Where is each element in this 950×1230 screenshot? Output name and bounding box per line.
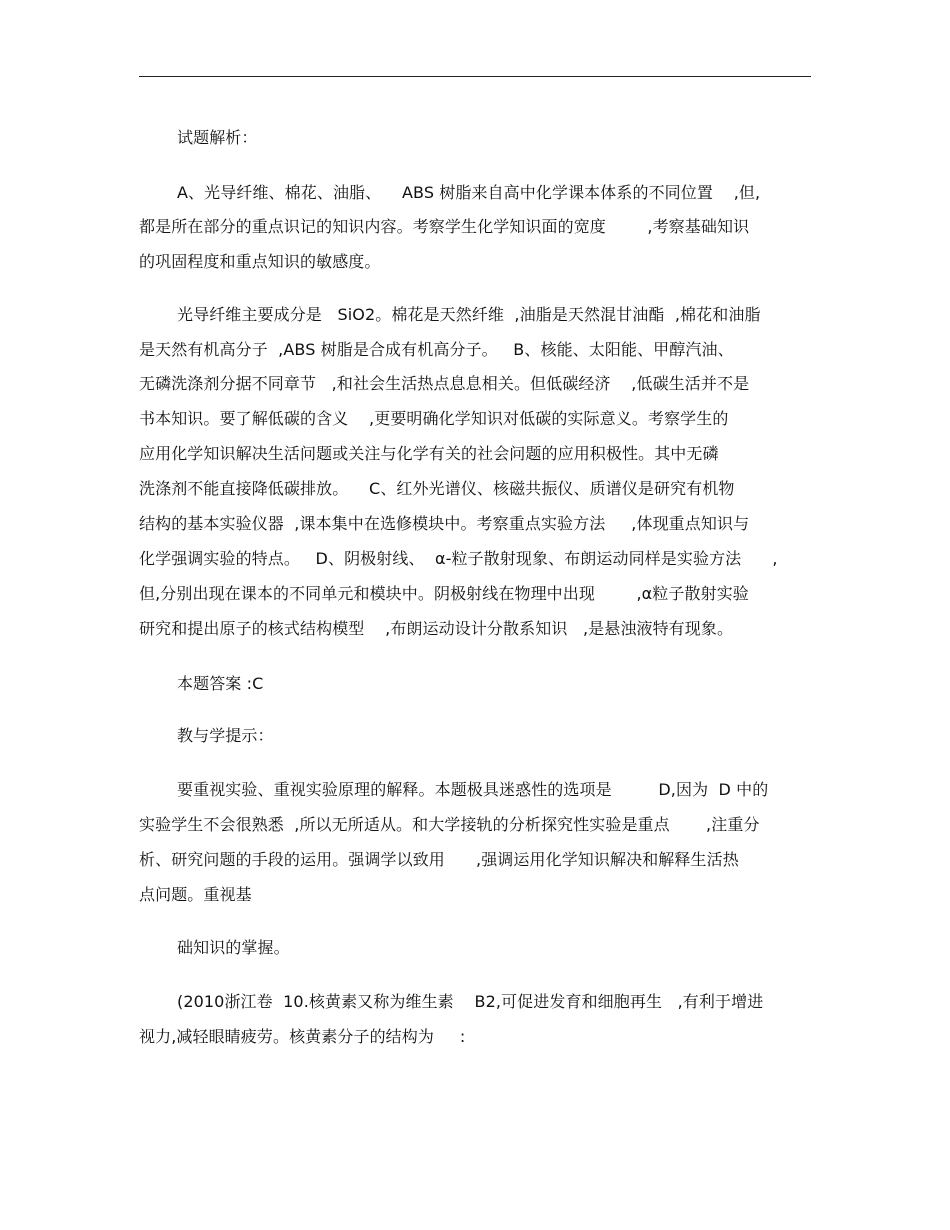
paragraph-b-line-2: 是天然有机高分子 ,ABS 树脂是合成有机高分子。 B、核能、太阳能、甲醇汽油、 <box>139 340 734 359</box>
paragraph-a-line-2: 都是所在部分的重点识记的知识内容。考察学生化学知识面的宽度 ,考察基础知识 <box>139 217 750 236</box>
paragraph-b-line-8: 化学强调实验的特点。 D、阴极射线、 α-粒子散射现象、布朗运动同样是实验方法 , <box>139 549 778 568</box>
paragraph-c-line-1: 要重视实验、重视实验原理的解释。本题极具迷惑性的选项是 D,因为 D 中的 <box>177 780 769 799</box>
paragraph-b-line-1: 光导纤维主要成分是 SiO2。棉花是天然纤维 ,油脂是天然混甘油酯 ,棉花和油脂 <box>177 305 761 324</box>
paragraph-b-line-6: 洗涤剂不能直接降低碳排放。 C、红外光谱仪、核磁共振仪、质谱仪是研究有机物 <box>139 479 735 498</box>
paragraph-c-line-3: 析、研究问题的手段的运用。强调学以致用 ,强调运用化学知识解决和解释生活热 <box>139 850 739 869</box>
paragraph-b-line-7: 结构的基本实验仪器 ,课本集中在选修模块中。考察重点实验方法 ,体现重点知识与 <box>139 514 750 533</box>
paragraph-b-line-10: 研究和提出原子的核式结构模型 ,布朗运动设计分散系知识 ,是悬浊液特有现象。 <box>139 619 734 638</box>
paragraph-b-line-5: 应用化学知识解决生活问题或关注与化学有关的社会问题的应用积极性。其中无磷 <box>139 444 719 463</box>
paragraph-a-line-3: 的巩固程度和重点知识的敏感度。 <box>139 252 381 271</box>
paragraph-c-line-2: 实验学生不会很熟悉 ,所以无所适从。和大学接轨的分析探究性实验是重点 ,注重分 <box>139 815 760 834</box>
paragraph-d-line-1: (2010浙江卷 10.核黄素又称为维生素 B2,可促进发育和细胞再生 ,有利于增进 <box>177 992 764 1011</box>
paragraph-c-line-4: 点问题。重视基 <box>139 885 252 904</box>
tips-heading: 教与学提示： <box>177 726 274 745</box>
paragraph-b-line-9: 但,分别出现在课本的不同单元和模块中。阴极射线在物理中出现 ,α粒子散射实验 <box>139 584 749 603</box>
analysis-heading: 试题解析： <box>177 128 258 147</box>
paragraph-a-line-1: A、光导纤维、棉花、油脂、 ABS 树脂来自高中化学课本体系的不同位置 ,但, <box>177 183 761 202</box>
paragraph-d-line-2: 视力,减轻眼睛疲劳。核黄素分子的结构为 : <box>139 1027 466 1046</box>
paragraph-b-line-4: 书本知识。要了解低碳的含义 ,更要明确化学知识对低碳的实际意义。考察学生的 <box>139 409 729 428</box>
paragraph-b-line-3: 无磷洗涤剂分据不同章节 ,和社会生活热点息息相关。但低碳经济 ,低碳生活并不是 <box>139 374 750 393</box>
header-rule <box>139 76 811 77</box>
answer-line: 本题答案 :C <box>177 674 264 693</box>
paragraph-c-continuation: 础知识的掌握。 <box>177 938 290 957</box>
